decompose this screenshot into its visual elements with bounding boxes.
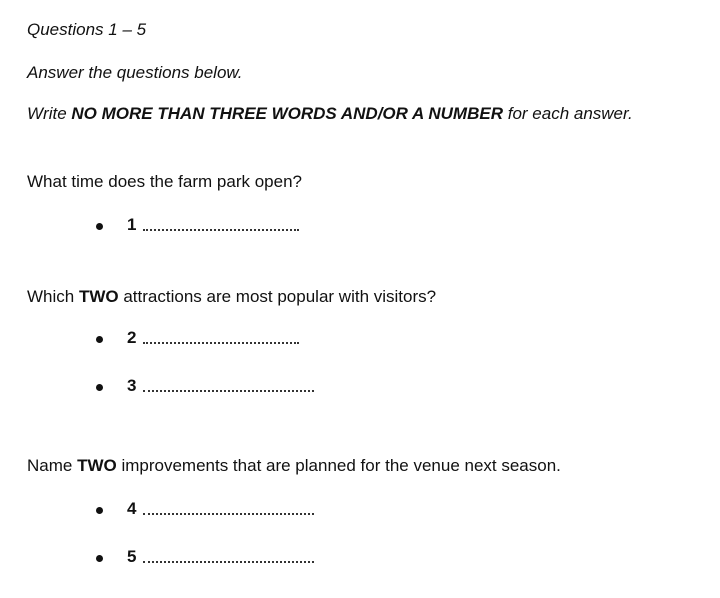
question-number: 3: [127, 376, 137, 395]
bullet-icon: [96, 336, 103, 343]
question-prompt-3: [27, 456, 561, 476]
instruction-text: Answer the questions below.: [27, 63, 243, 82]
answer-blank-5[interactable]: [143, 561, 314, 563]
question-number: 4: [127, 499, 137, 518]
word-limit-prefix: Write: [27, 104, 72, 123]
prompt-bold: TWO: [78, 287, 119, 306]
prompt-bold: TWO: [77, 456, 117, 475]
prompt-text: Name: [27, 456, 78, 475]
question-prompt-1: [27, 172, 302, 192]
bullet-icon: [96, 223, 103, 230]
word-limit-emphasis: NO MORE THAN THREE WORDS AND/OR A NUMBER: [71, 104, 503, 123]
question-number: 1: [127, 215, 137, 234]
answer-blank-4[interactable]: [143, 513, 314, 515]
questions-heading: Questions 1 – 5: [27, 20, 147, 39]
answer-blank-2[interactable]: [143, 342, 299, 344]
word-limit-suffix: for each answer.: [503, 104, 633, 123]
word-limit-instruction: [27, 104, 633, 124]
answer-blank-3[interactable]: [143, 390, 314, 392]
bullet-icon: [96, 507, 103, 514]
prompt-text: Which: [27, 287, 79, 306]
question-number: 5: [127, 547, 137, 566]
prompt-text: What time does the farm park open?: [27, 172, 302, 191]
prompt-text-after: attractions are most popular with visitors?: [118, 287, 437, 306]
bullet-icon: [96, 555, 103, 562]
question-prompt-2: [27, 287, 436, 307]
prompt-text-after: improvements that are planned for the venue next season.: [116, 456, 561, 475]
answer-blank-1[interactable]: [143, 229, 299, 231]
question-number: 2: [127, 328, 137, 347]
bullet-icon: [96, 384, 103, 391]
